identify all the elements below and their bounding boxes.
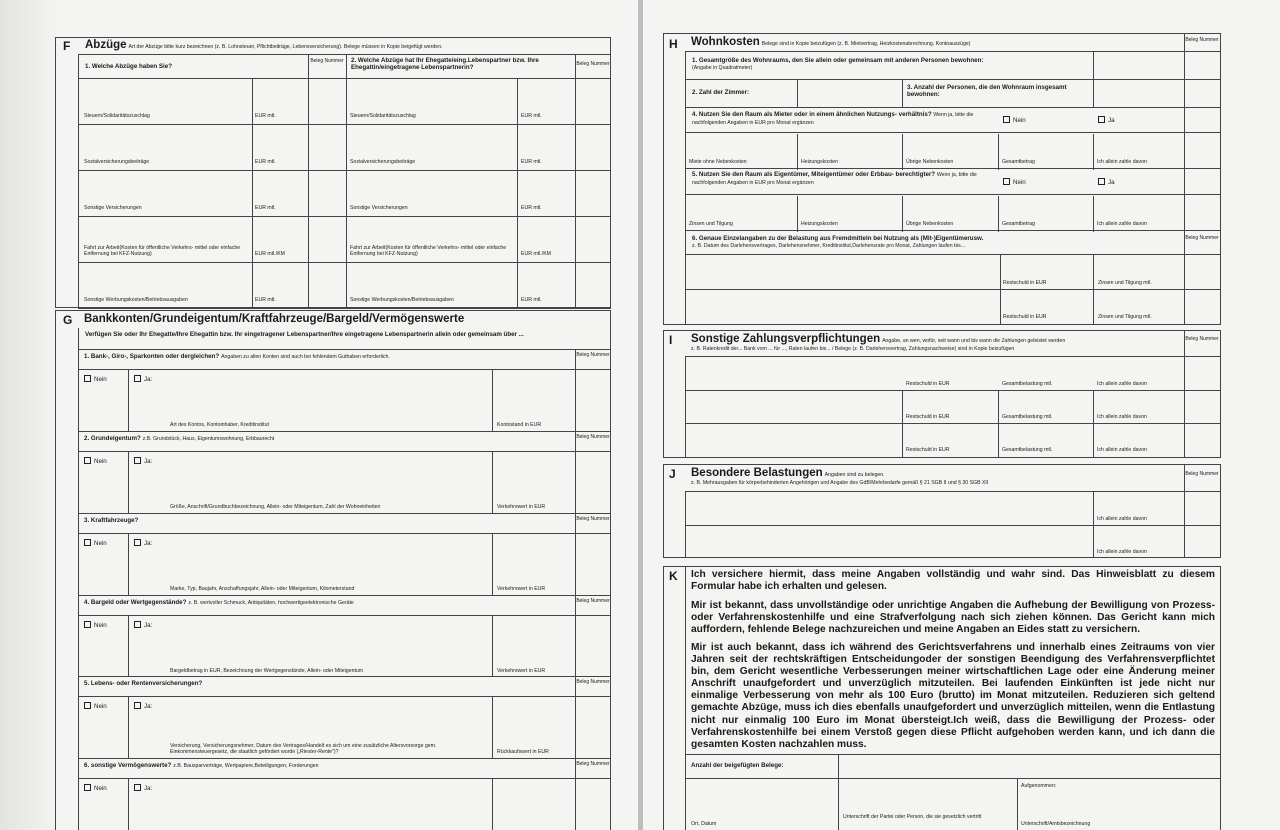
g-item-q-note: z.B. Bausparverträge, Wertpapiere,Beteiligungen, Forderungen [173, 763, 319, 769]
h-col-line [998, 196, 999, 232]
g-item-q-text: 5. Lebens- oder Rentenversicherungen? [84, 680, 203, 687]
g-item-col [128, 533, 129, 595]
g-nein-label: Nein [94, 458, 107, 465]
g-item-divider [78, 758, 611, 759]
section-k-letter: K [669, 569, 678, 583]
section-g-letter: G [63, 313, 73, 327]
k-count-label: Anzahl der beigefügten Belege: [691, 762, 784, 769]
g-item-col [492, 696, 493, 758]
g-item-top-line [78, 533, 611, 534]
g-item-q-text: 3. Kraftfahrzeuge? [84, 517, 139, 524]
g-item-top-line [78, 778, 611, 779]
h-col-label: Miete ohne Nebenkosten [689, 159, 747, 165]
h-col-label: Heizungskosten [801, 159, 838, 165]
i-col-label: Restschuld in EUR [906, 414, 950, 420]
k-date: Ort, Datum [691, 821, 717, 827]
section-g-intro: Verfügen Sie oder Ihr Ehegatte/Ihre Ehegattin bzw. Ihr eingetragener Lebenspartner/Ihre eingetragene Lebenspartnerin allein oder gemeinsam über ... [85, 331, 524, 338]
f-row-unit-self: EUR mtl. [255, 159, 276, 165]
h-q4 [692, 111, 992, 127]
g-item-q-text: 1. Bank-, Giro-, Sparkonten oder dergleichen? [84, 353, 220, 360]
f-row-unit-partner: EUR mtl. [521, 113, 542, 119]
g-ja-label: Ja: [144, 458, 153, 465]
f-row-label-partner: Sonstige Versicherungen [350, 205, 408, 211]
g-item-divider [78, 676, 611, 677]
g-nein-option[interactable] [84, 702, 107, 710]
f-row-line [78, 124, 611, 125]
checkbox-nein-icon[interactable] [84, 539, 91, 546]
g-ja-option[interactable] [134, 784, 152, 792]
g-ja-option[interactable] [134, 702, 152, 710]
checkbox-ja-icon[interactable] [1098, 116, 1105, 123]
section-h-letter: H [669, 37, 678, 51]
h-col-line [797, 196, 798, 232]
k-paragraph-2: Mir ist bekannt, dass unvollständige oder unrichtige Angaben die Aufhebung der Bewilligung von Prozess- oder Verfahrenskostenhilfe und eine Strafverfolgung nach sich ziehen können. Das Gericht kann mich auffordern, fehlende Belege nachzureichen und meine Angaben an Eides statt zu versichern. [691, 600, 1215, 636]
f-row-unit-self: EUR mtl. [255, 297, 276, 303]
checkbox-nein-icon[interactable] [84, 784, 91, 791]
checkbox-ja-icon[interactable] [134, 784, 141, 791]
f-row-line [78, 262, 611, 263]
g-nein-option[interactable] [84, 375, 107, 383]
g-item-value: Verkehrswert in EUR [497, 504, 546, 510]
h-q5 [692, 171, 992, 187]
i-row-line [685, 390, 1221, 391]
checkbox-nein-icon[interactable] [84, 702, 91, 709]
f-row-label-partner: Fahrt zur Arbeit(Kosten für öffentliche Verkehrs- mittel oder einfache Entfernung bei KFZ-Nutzung) [350, 245, 507, 257]
h-q3: 3. Anzahl der Personen, die den Wohnraum insgesamt bewohnen: [907, 84, 1067, 99]
section-i-letter: I [669, 333, 673, 347]
g-item-beleg: Beleg Nummer [576, 761, 610, 767]
g-item-beleg: Beleg Nummer [576, 352, 610, 358]
g-item-value: Verkehrswert in EUR [497, 668, 546, 674]
g-item-divider [78, 513, 611, 514]
g-nein-label: Nein [94, 622, 107, 629]
g-nein-option[interactable] [84, 784, 107, 792]
g-item-col [128, 451, 129, 513]
g-ja-label: Ja: [144, 785, 153, 792]
g-item-col [128, 615, 129, 677]
g-item-col [575, 595, 576, 677]
g-nein-label: Nein [94, 540, 107, 547]
g-item-value: Rückkaufswert in EUR [497, 749, 549, 755]
h-q6: 6. Genaue Einzelangaben zu der Belastung aus Fremdmitteln bei Nutzung als (Mit-)Eigentümerusw. [692, 235, 984, 242]
checkbox-nein-icon[interactable] [84, 621, 91, 628]
f-row-unit-self: EUR mtl./KM [255, 251, 285, 257]
g-item-q-text: 2. Grundeigentum? [84, 435, 141, 442]
checkbox-nein-icon[interactable] [1003, 178, 1010, 185]
checkbox-nein-icon[interactable] [84, 375, 91, 382]
h-q5-ja-label: Ja [1108, 179, 1115, 186]
h-q4-text: 4. Nutzen Sie den Raum als Mieter oder in einem ähnlichen Nutzungs- verhältnis? [692, 111, 932, 118]
g-item-question [84, 599, 354, 607]
i-col-label: Ich allein zahle davon [1097, 414, 1147, 420]
section-j-note: Angaben sind zu belegen. [824, 472, 885, 478]
checkbox-ja-icon[interactable] [134, 702, 141, 709]
section-j-letter: J [669, 467, 676, 481]
h-q5-nein-label: Nein [1013, 179, 1026, 186]
h-col-line [1093, 134, 1094, 170]
g-nein-label: Nein [94, 376, 107, 383]
g-item-question [84, 680, 202, 688]
f-row-unit-self: EUR mtl. [255, 205, 276, 211]
f-row-label-self: Sonstige Versicherungen [84, 205, 142, 211]
section-h-beleg: Beleg Nummer [1185, 37, 1219, 43]
f-row-label-partner: Steuern/Solidaritätszuschlag [350, 113, 416, 119]
g-item-q-note: z.B. Grundstück, Haus, Eigentumswohnung, Erbbaurecht [142, 436, 275, 442]
f-row-line [78, 308, 611, 309]
k-paragraph-1: Ich versichere hiermit, dass meine Angaben vollständig und wahr sind. Das Hinweisblatt zu diesem Formular habe ich erhalten und gelesen. [691, 569, 1215, 593]
checkbox-nein-icon[interactable] [1003, 116, 1010, 123]
g-item-question [84, 353, 390, 361]
g-nein-option[interactable] [84, 457, 107, 465]
section-i-sub: z. B. Ratenkredit der... Bank vom ... für ..., Raten laufen bis... / Belege (z. B. Darlehensvertrag, Zahlungsnachweise) sind in Kopie beizufügen [691, 346, 1015, 352]
g-ja-option[interactable] [134, 375, 152, 383]
h-q4-ja-label: Ja [1108, 117, 1115, 124]
g-item-col [575, 431, 576, 513]
section-i-beleg: Beleg Nummer [1185, 336, 1219, 342]
g-item-q-note: z. B. wertvoller Schmuck, Antiquitäten, hochwertigeelektronische Geräte [188, 600, 354, 606]
h-q6-beleg: Beleg Nummer [1185, 235, 1219, 241]
f-row-unit-partner: EUR mtl. [521, 205, 542, 211]
g-item-divider [78, 431, 611, 432]
g-item-col [575, 758, 576, 830]
g-item-col [492, 369, 493, 431]
g-item-desc: Größe, Anschrift/Grundbuchbezeichnung, Allein- oder Miteigentum, Zahl der Wohneinheiten [170, 504, 381, 510]
section-f-q1: 1. Welche Abzüge haben Sie? [85, 63, 172, 70]
checkbox-ja-icon[interactable] [1098, 178, 1105, 185]
f-row-label-partner: Sonstige Werbungskosten/Betriebsausgaben [350, 297, 454, 303]
g-item-top-line [78, 696, 611, 697]
section-j-title: Besondere Belastungen [691, 467, 823, 479]
g-ja-label: Ja: [144, 703, 153, 710]
g-nein-option[interactable] [84, 539, 107, 547]
g-item-top-line [78, 451, 611, 452]
h-q6-note: z. B. Datum des Darlehensvertrages, Darlehensnehmer, Kreditinstitut,Darlehensrate pro Monat, Zahlungen laufen bis... [692, 243, 966, 249]
g-nein-option[interactable] [84, 621, 107, 629]
g-item-divider [78, 595, 611, 596]
g-item-q-text: 6. sonstige Vermögenswerte? [84, 762, 172, 769]
g-item-col [128, 778, 129, 830]
h-q4-note: Wenn ja, bitte die nachfolgenden Angaben in EUR pro Monat ergänzen [692, 112, 974, 126]
j-col-1: Ich allein zahle davon [1097, 516, 1147, 522]
f-row-label-self: Sonstige Werbungskosten/Betriebsausgaben [84, 297, 188, 303]
j-col-2: Ich allein zahle davon [1097, 549, 1147, 555]
f-row-label-self: Steuern/Solidaritätszuschlag [84, 113, 150, 119]
h-col-label: Übrige Nebenkosten [906, 221, 954, 227]
i-row-line [685, 423, 1221, 424]
h-q2: 2. Zahl der Zimmer: [692, 89, 750, 96]
section-i-title: Sonstige Zahlungsverpflichtungen [691, 333, 881, 345]
g-item-col [492, 778, 493, 830]
checkbox-ja-icon[interactable] [134, 457, 141, 464]
g-item-beleg: Beleg Nummer [576, 679, 610, 685]
section-f-beleg-1: Beleg Nummer [310, 58, 344, 64]
h-col-line [1093, 196, 1094, 232]
section-f-q2: 2. Welche Abzüge hat Ihr Ehegatte/eing.Lebenspartner bzw. Ihre Ehegattin/eingetragene Lebenspartnerin? [351, 57, 539, 72]
f-row-unit-partner: EUR mtl./KM [521, 251, 551, 257]
section-f-note: Art der Abzüge bitte kurz bezeichnen (z. B. Lohnsteuer, Pflichtbeiträge, Lebensversicherung). Belege müssen in Kopie beigefügt werden. [128, 44, 443, 50]
f-row-unit-partner: EUR mtl. [521, 159, 542, 165]
section-j-heading [691, 467, 885, 480]
h-col-line [902, 134, 903, 170]
section-j-beleg: Beleg Nummer [1185, 471, 1219, 477]
g-item-desc: Marke, Typ, Baujahr, Anschaffungsjahr, Allein- oder Miteigentum, Kilometerstand [170, 586, 355, 592]
h-col-label: Gesamtbetrag [1002, 221, 1035, 227]
g-item-question [84, 762, 319, 770]
g-item-col [492, 451, 493, 513]
g-item-desc: Versicherung, Versicherungsnehmer, Datum des Vertrages/Handelt es sich um eine zusätzliche Altersvorsorge gem. Einkommensteuergesetz, die staatlich gefördert wurde („Riester-Rente")? [170, 743, 437, 755]
g-item-top-line [78, 369, 611, 370]
checkbox-nein-icon[interactable] [84, 457, 91, 464]
g-item-q-text: 4. Bargeld oder Wertgegenstände? [84, 599, 187, 606]
g-item-col [575, 349, 576, 431]
section-f-heading [85, 39, 443, 52]
g-ja-option[interactable] [134, 539, 152, 547]
i-col-label: Gesamtbelastung mtl. [1002, 381, 1053, 387]
g-nein-label: Nein [94, 785, 107, 792]
section-g-title: Bankkonten/Grundeigentum/Kraftfahrzeuge/Bargeld/Vermögenswerte [84, 313, 465, 325]
g-item-value: Verkehrswert in EUR [497, 586, 546, 592]
h-col-label: Zinsen und Tilgung [689, 221, 733, 227]
h-q6-zinsen-1: Zinsen und Tilgung mtl. [1098, 280, 1152, 286]
right-form-page [643, 0, 1280, 830]
h-col-line [998, 134, 999, 170]
g-item-question [84, 435, 274, 443]
g-item-desc: Art des Kontos, Kontoinhaber, Kreditinstitut [170, 422, 269, 428]
i-col-label: Gesamtbelastung mtl. [1002, 447, 1053, 453]
h-q6-restschuld-2: Restschuld in EUR [1003, 314, 1047, 320]
f-row-label-self: Fahrt zur Arbeit(Kosten für öffentliche Verkehrs- mittel oder einfache Entfernung bei KFZ-Nutzung) [84, 245, 241, 257]
h-q6-zinsen-2: Zinsen und Tilgung mtl. [1098, 314, 1152, 320]
g-ja-label: Ja: [144, 540, 153, 547]
h-q4-nein[interactable] [1003, 116, 1026, 124]
g-item-col [492, 533, 493, 595]
checkbox-ja-icon[interactable] [134, 539, 141, 546]
section-f-title: Abzüge [85, 39, 127, 51]
h-col-label: Heizungskosten [801, 221, 838, 227]
g-item-col [492, 615, 493, 677]
h-col-label: Ich allein zahle davon [1097, 221, 1147, 227]
g-ja-option[interactable] [134, 457, 152, 465]
h-q5-text: 5. Nutzen Sie den Raum als Eigentümer, Miteigentümer oder Erbbau- berechtigter? [692, 171, 936, 178]
section-h-heading [691, 36, 971, 49]
g-item-col [128, 696, 129, 758]
h-q4-ja[interactable] [1098, 116, 1115, 124]
left-form-page [0, 0, 638, 830]
section-j-sub: z. B. Mehrausgaben für körperbehinderten Angehörigen und Angabe des GdB/Mehrbedarfe gemäß § 21 SGB II und § 30 SGB XII [691, 480, 989, 486]
h-col-label: Ich allein zahle davon [1097, 159, 1147, 165]
page-fold-shadow [0, 0, 60, 830]
i-col-label: Ich allein zahle davon [1097, 381, 1147, 387]
section-i-heading [691, 333, 1065, 346]
g-ja-label: Ja: [144, 376, 153, 383]
g-item-col [575, 513, 576, 595]
i-col-label: Ich allein zahle davon [1097, 447, 1147, 453]
g-nein-label: Nein [94, 703, 107, 710]
k-official: Unterschrift/Amtsbezeichnung [1021, 821, 1091, 827]
h-col-line [797, 134, 798, 170]
g-item-divider [78, 349, 611, 350]
f-row-unit-partner: EUR mtl. [521, 297, 542, 303]
checkbox-ja-icon[interactable] [134, 621, 141, 628]
g-item-beleg: Beleg Nummer [576, 598, 610, 604]
checkbox-ja-icon[interactable] [134, 375, 141, 382]
h-q5-note: Wenn ja, bitte die nachfolgenden Angaben in EUR pro Monat ergänzen [692, 172, 977, 186]
g-item-col [128, 369, 129, 431]
h-col-line [902, 196, 903, 232]
g-item-col [575, 676, 576, 758]
f-row-line [78, 216, 611, 217]
section-f-beleg-2: Beleg Nummer [576, 61, 610, 67]
i-col-label: Restschuld in EUR [906, 447, 950, 453]
section-h-note: Belege sind in Kopie beizufügen (z. B. Mietvertrag, Heizkostenabrechnung, Kontoauszüge) [761, 41, 971, 47]
h-col-label: Übrige Nebenkosten [906, 159, 954, 165]
h-q5-nein[interactable] [1003, 178, 1026, 186]
g-item-desc: Bargeldbetrag in EUR, Bezeichnung der Wertgegenstände, Allein- oder Miteigentum [170, 668, 364, 674]
h-q1-note: (Angabe in Quadratmeter) [692, 65, 753, 71]
g-item-question [84, 517, 138, 525]
i-col-label: Gesamtbelastung mtl. [1002, 414, 1053, 420]
h-q4-nein-label: Nein [1013, 117, 1026, 124]
f-row-line [78, 170, 611, 171]
h-q5-ja[interactable] [1098, 178, 1115, 186]
section-f-letter: F [63, 39, 71, 53]
g-item-beleg: Beleg Nummer [576, 434, 610, 440]
g-item-top-line [78, 615, 611, 616]
g-item-value: Kontostand in EUR [497, 422, 542, 428]
f-row-label-self: Sozialversicherungsbeiträge [84, 159, 150, 165]
k-taken: Aufgenommen: [1021, 783, 1057, 789]
h-q1: 1. Gesamtgröße des Wohnraums, den Sie allein oder gemeinsam mit anderen Personen bewohnen: [692, 57, 984, 64]
k-sign: Unterschrift der Partei oder Person, die sie gesetzlich vertritt [843, 814, 982, 820]
g-ja-label: Ja: [144, 622, 153, 629]
section-h-title: Wohnkosten [691, 36, 760, 48]
g-ja-option[interactable] [134, 621, 152, 629]
h-q6-restschuld-1: Restschuld in EUR [1003, 280, 1047, 286]
section-i-note: Angabe, an wen, wofür, seit wann und bis wann die Zahlungen geleistet werden [882, 338, 1066, 344]
f-row-label-partner: Sozialversicherungsbeiträge [350, 159, 416, 165]
f-row-unit-self: EUR mtl. [255, 113, 276, 119]
g-item-beleg: Beleg Nummer [576, 516, 610, 522]
h-col-label: Gesamtbetrag [1002, 159, 1035, 165]
k-paragraph-3: Mir ist auch bekannt, dass ich während des Gerichtsverfahrens und innerhalb eines Zeitraums von vier Jahren seit der rechtskräftigen Entscheidungoder der sonstigen Beendigung des Verfahrensverpflichtet bin, dem Gericht wesentliche Verbesserungen meiner wirtschaftlichen Lage oder eine Änderung meiner Anschrift unaufgefordert und unverzüglich mitzuteilen. Bei laufenden Einkünften ist jede nicht nur einmalige Verbesserung von mehr als 100 Euro (brutto) im Monat mitzuteilen. Reduzieren sich geltend gemachte Abzüge, muss ich dies ebenfalls unaufgefordert und unverzüglich mitteilen, wenn die Entlastung nicht nur einmalig 100 Euro im Monat übersteigt.Ich weiß, dass die Bewilligung der Prozess- oder Verfahrenskostenhilfe bei einem Verstoß gegen diese Pflicht aufgehoben werden kann, und ich dann die gesamten Kosten nachzahlen muss. [691, 642, 1215, 750]
i-col-label: Restschuld in EUR [906, 381, 950, 387]
g-item-q-note: Angaben zu allen Konten sind auch bei fehlendem Guthaben erforderlich. [221, 354, 390, 360]
